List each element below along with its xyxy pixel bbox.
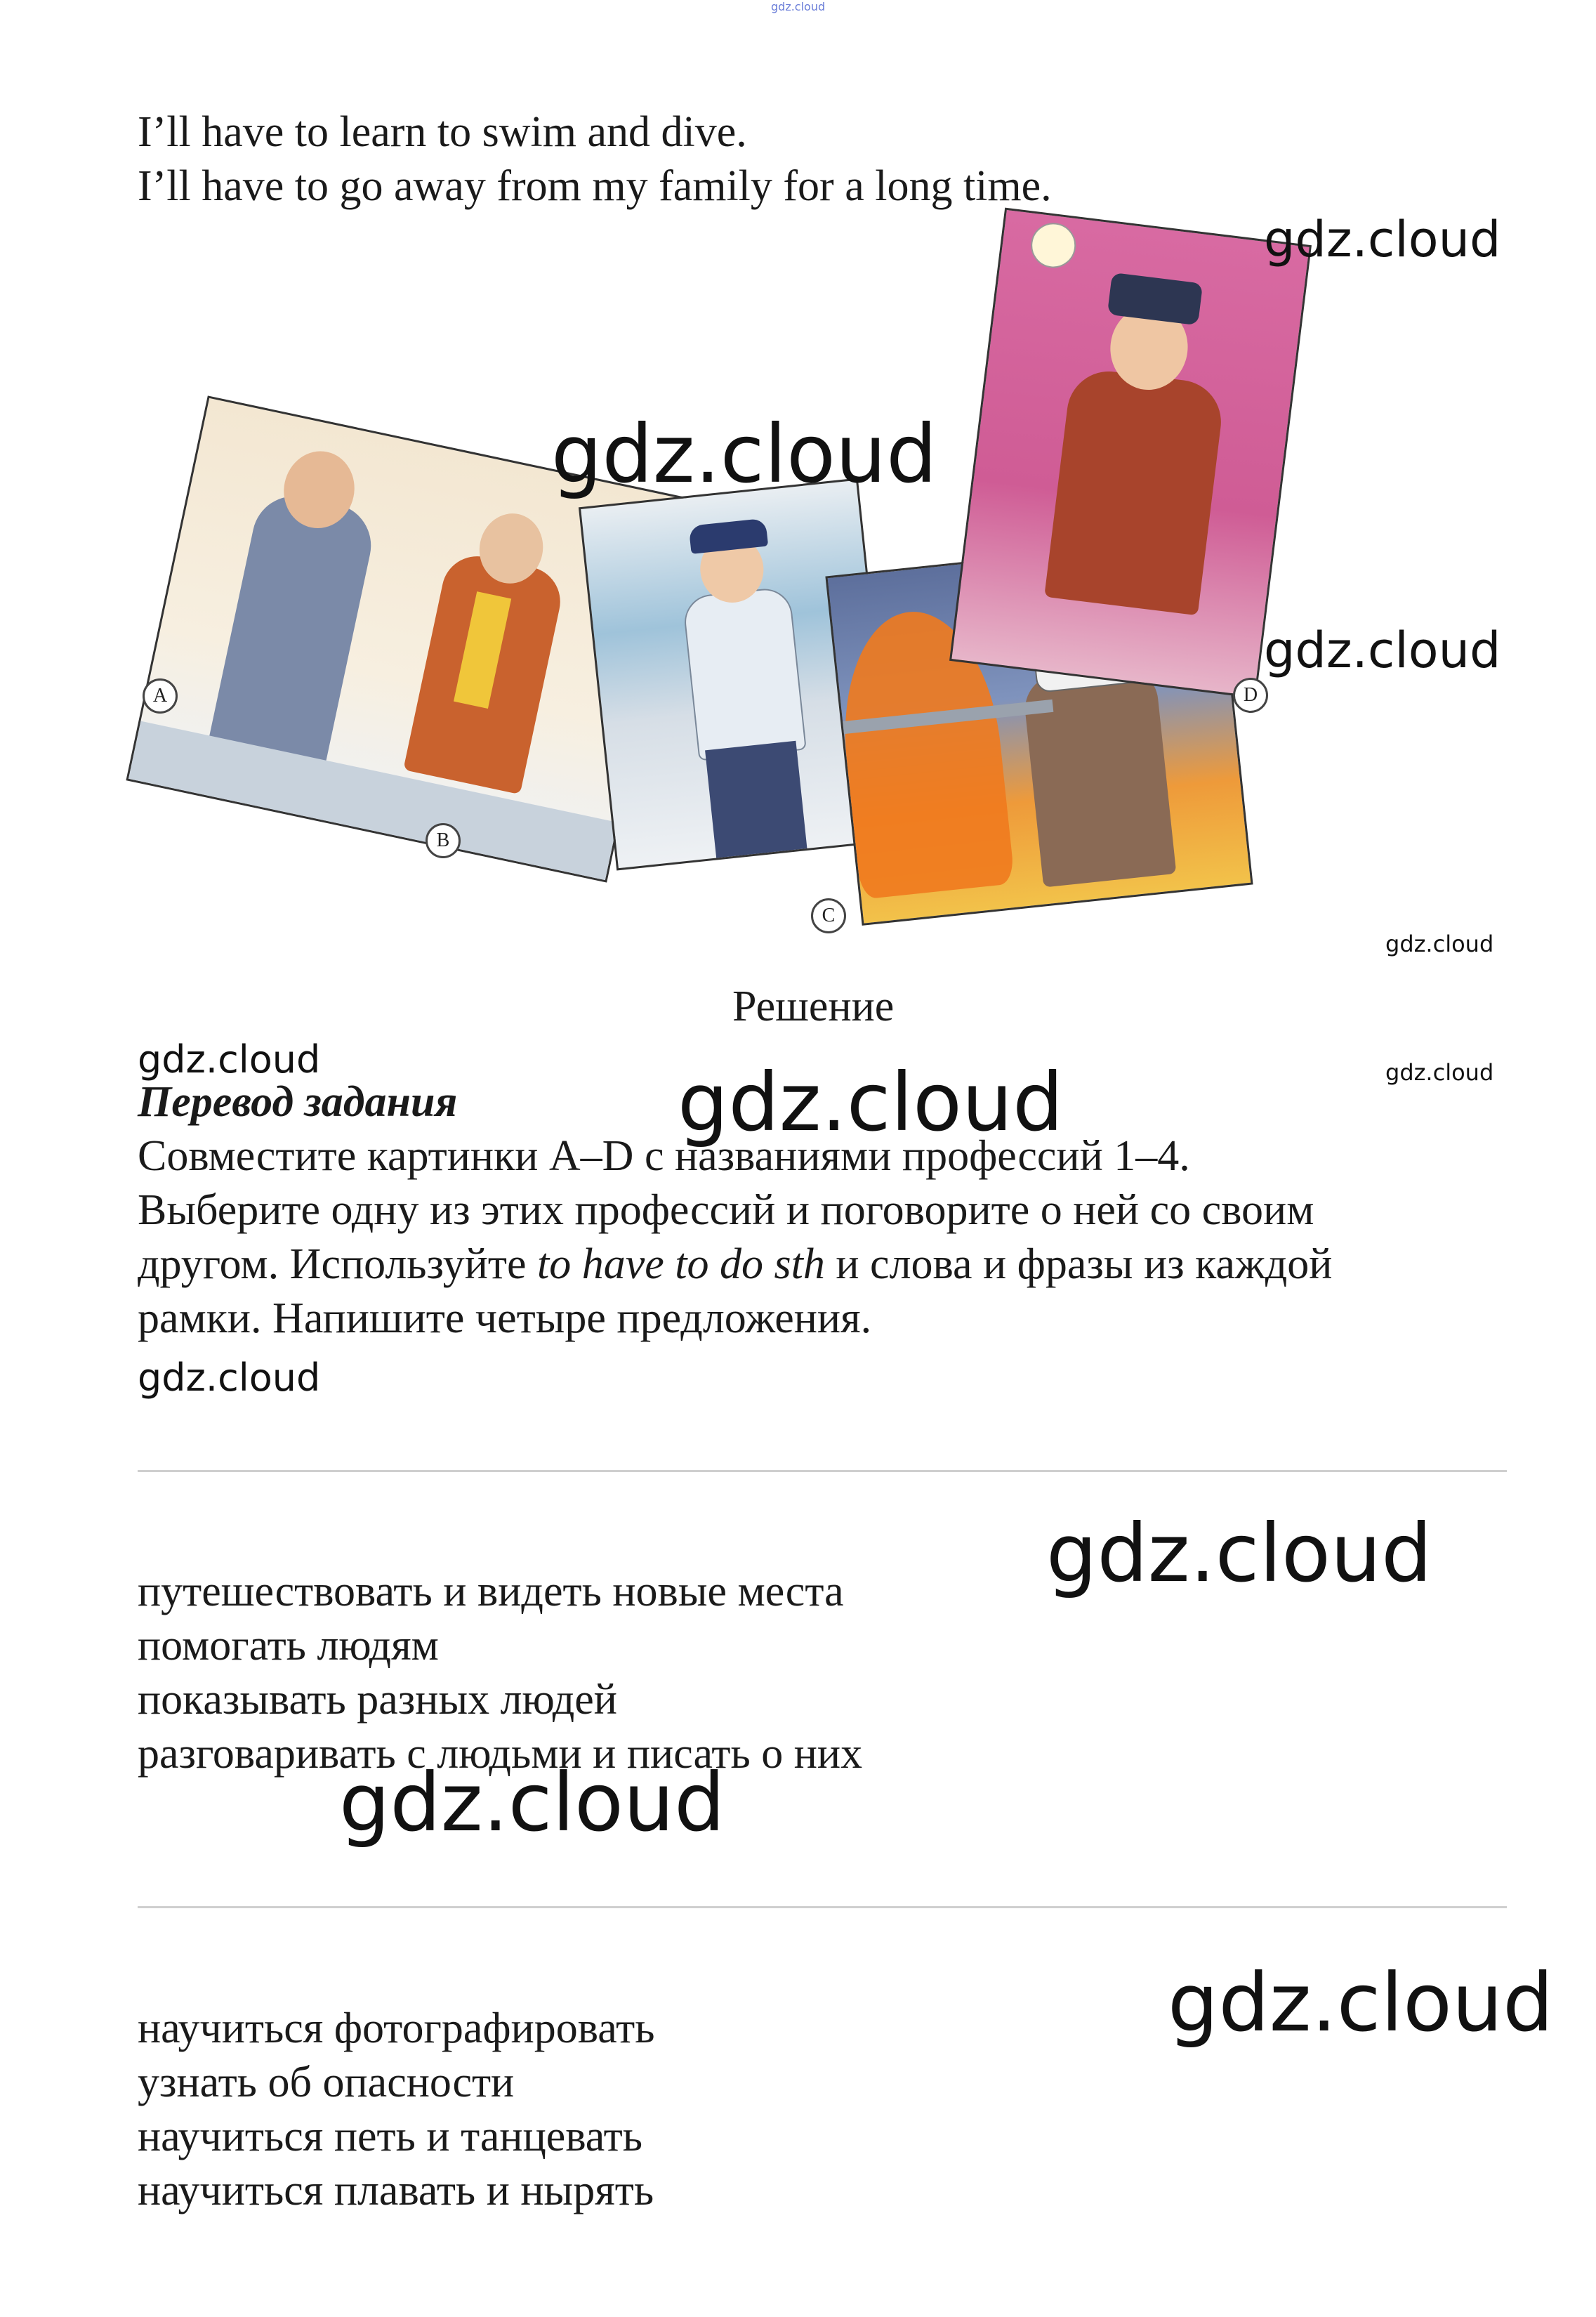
top-watermark: gdz.cloud — [771, 0, 826, 13]
translation-line-3-italic: to have to do sth — [537, 1240, 825, 1288]
box2-item: научиться петь и танцевать — [138, 2113, 643, 2160]
divider — [138, 1906, 1507, 1908]
box1-item: разговаривать с людьми и писать о них — [138, 1730, 863, 1778]
box2-item: научиться фотографировать — [138, 2004, 655, 2052]
intro-line-2: I’ll have to go away from my family for a long time. — [138, 162, 1052, 210]
box1-item: помогать людям — [138, 1622, 439, 1669]
watermark: gdz.cloud — [1385, 1059, 1494, 1086]
label-d: D — [1233, 678, 1268, 713]
solution-heading: Решение — [732, 983, 895, 1030]
box1-item: путешествовать и видеть новые места — [138, 1568, 844, 1615]
intro-line-1: I’ll have to learn to swim and dive. — [138, 108, 747, 156]
picture-d — [949, 208, 1312, 699]
label-b: B — [426, 823, 461, 858]
translation-line-1: Совместите картинки A–D с названиями профессий 1–4. — [138, 1132, 1190, 1180]
translation-line-4: рамки. Напишите четыре предложения. — [138, 1294, 872, 1342]
divider — [138, 1470, 1507, 1472]
watermark: gdz.cloud — [138, 1356, 321, 1400]
watermark: gdz.cloud — [1264, 211, 1501, 268]
watermark: gdz.cloud — [1385, 931, 1494, 957]
label-c: C — [811, 898, 846, 933]
box2-item: научиться плавать и нырять — [138, 2167, 654, 2214]
watermark: gdz.cloud — [138, 1037, 321, 1082]
watermark: gdz.cloud — [1264, 622, 1501, 679]
translation-line-3-start: другом. Используйте — [138, 1240, 538, 1288]
watermark: gdz.cloud — [339, 1756, 725, 1849]
label-a: A — [143, 678, 178, 714]
translation-line-3-end: и слова и фразы из каждой — [824, 1240, 1333, 1288]
watermark: gdz.cloud — [551, 407, 937, 501]
watermark: gdz.cloud — [678, 1056, 1064, 1149]
box1-item: показывать разных людей — [138, 1676, 617, 1724]
translation-heading: Перевод задания — [138, 1078, 458, 1126]
watermark: gdz.cloud — [1046, 1507, 1432, 1600]
translation-line-3 — [138, 1238, 1332, 1292]
watermark: gdz.cloud — [1168, 1956, 1554, 2049]
translation-line-2: Выберите одну из этих профессий и поговорите о ней со своим — [138, 1186, 1314, 1234]
box2-item: узнать об опасности — [138, 2059, 515, 2106]
